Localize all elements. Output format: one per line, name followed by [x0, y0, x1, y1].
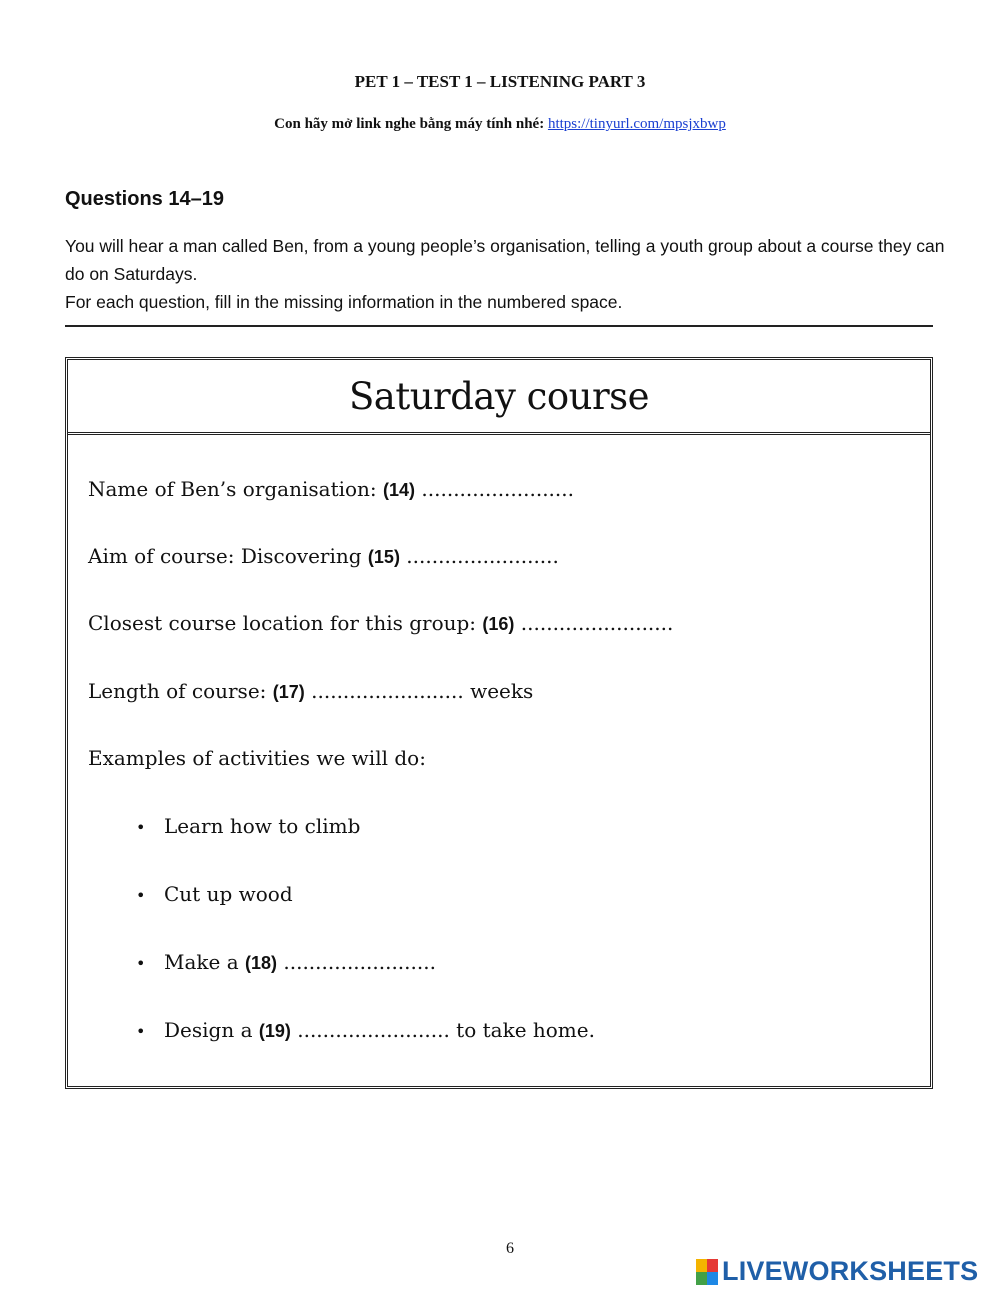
brand-name: LIVEWORKSHEETS	[722, 1256, 979, 1286]
activity-text: Cut up wood	[164, 882, 293, 906]
activity-text: Learn how to climb	[164, 814, 361, 838]
bullet-icon: •	[136, 886, 146, 905]
instructions	[65, 232, 945, 316]
activity-suffix: to take home.	[456, 1018, 595, 1042]
answer-blank-17[interactable]: ........................	[311, 679, 464, 703]
form-item-suffix: weeks	[470, 679, 534, 703]
examples-label: Examples of activities we will do:	[88, 746, 426, 770]
question-number: (17)	[272, 682, 305, 702]
activity-text	[164, 1018, 595, 1042]
answer-blank-14[interactable]: ........................	[421, 477, 574, 501]
answer-blank-19[interactable]: ........................	[297, 1018, 450, 1042]
liveworksheets-logo-icon	[696, 1259, 718, 1285]
instruction-line-2: For each question, fill in the missing information in the numbered space.	[65, 292, 623, 312]
bullet-icon: •	[136, 954, 146, 973]
page-title: PET 1 – TEST 1 – LISTENING PART 3	[354, 72, 646, 91]
form-item-16	[88, 611, 673, 635]
form-header	[68, 360, 930, 435]
question-number: (16)	[482, 614, 515, 634]
form-item-label: Aim of course: Discovering	[88, 544, 362, 568]
form-item-label: Name of Ben’s organisation:	[88, 477, 377, 501]
activity-label: Make a	[164, 950, 239, 974]
form-item-14	[88, 477, 574, 501]
bullet-icon: •	[136, 1022, 146, 1041]
questions-heading: Questions 14–19	[65, 188, 224, 210]
question-number: (19)	[258, 1021, 291, 1041]
listening-link-line	[0, 116, 1000, 133]
form-item-17	[88, 679, 533, 703]
link-instruction: Con hãy mở link nghe bằng máy tính nhé:	[274, 116, 545, 132]
form-item-15	[88, 544, 559, 568]
activity-label: Design a	[164, 1018, 253, 1042]
course-form	[65, 357, 933, 1089]
answer-blank-15[interactable]: ........................	[406, 544, 559, 568]
activity-text	[164, 950, 436, 974]
question-number: (15)	[367, 547, 400, 567]
form-title: Saturday course	[348, 374, 650, 418]
instruction-line-1: You will hear a man called Ben, from a young people’s organisation, telling a youth group about a course they can do on Saturdays.	[65, 236, 945, 284]
divider	[65, 325, 933, 327]
question-number: (14)	[383, 480, 416, 500]
question-number: (18)	[245, 953, 278, 973]
answer-blank-18[interactable]: ........................	[283, 950, 436, 974]
liveworksheets-brand	[696, 1256, 978, 1287]
page-number: 6	[506, 1240, 514, 1257]
form-item-label: Length of course:	[88, 679, 267, 703]
form-item-label: Closest course location for this group:	[88, 611, 477, 635]
answer-blank-16[interactable]: ........................	[520, 611, 674, 635]
audio-link[interactable]: https://tinyurl.com/mpsjxbwp	[547, 116, 726, 132]
bullet-icon: •	[136, 818, 146, 837]
